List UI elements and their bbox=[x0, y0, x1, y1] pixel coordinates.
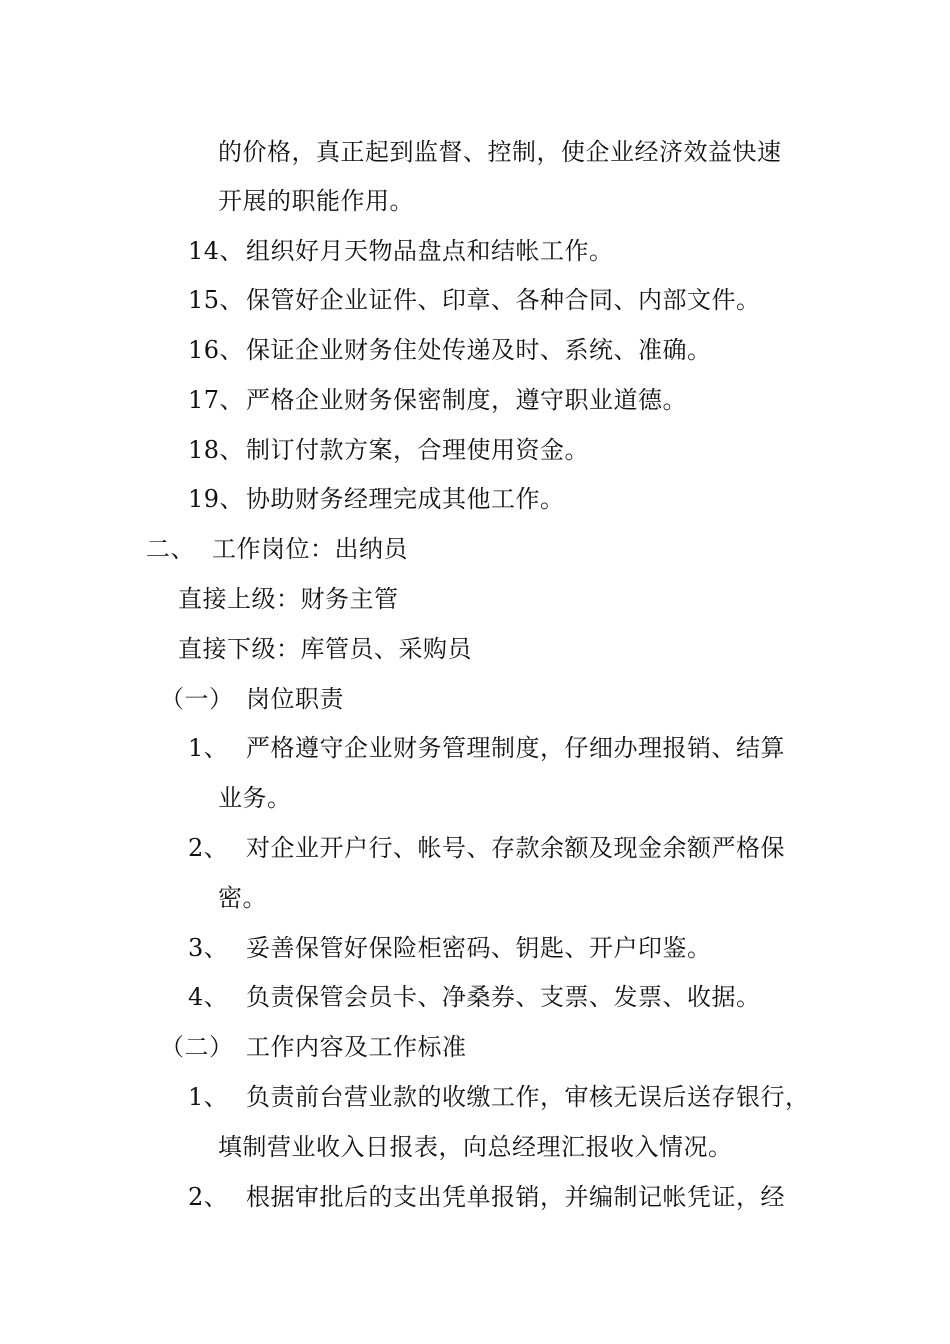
section-title: 工作岗位：出纳员 bbox=[212, 535, 408, 563]
item-text: 严格遵守企业财务管理制度，仔细办理报销、结算 bbox=[246, 734, 785, 762]
list-item bbox=[188, 335, 712, 365]
item-number: 14、 bbox=[188, 237, 245, 265]
item-number: 1、 bbox=[188, 1083, 229, 1111]
list-item bbox=[188, 833, 785, 863]
subsection-heading bbox=[160, 684, 344, 714]
line-text: 业务。 bbox=[218, 784, 292, 812]
line-text: 填制营业收入日报表，向总经理汇报收入情况。 bbox=[218, 1133, 733, 1161]
subsection-heading bbox=[160, 1032, 467, 1062]
item-text: 负责保管会员卡、净桑券、支票、发票、收据。 bbox=[246, 983, 761, 1011]
subsection-number: （二） bbox=[160, 1033, 234, 1061]
line-text: 直接下级：库管员、采购员 bbox=[178, 635, 472, 663]
list-item bbox=[188, 733, 785, 763]
list-item bbox=[188, 435, 589, 465]
item-number: 16、 bbox=[188, 336, 245, 364]
item-text: 协助财务经理完成其他工作。 bbox=[246, 485, 565, 513]
item-number: 4、 bbox=[188, 983, 229, 1011]
line-text: 开展的职能作用。 bbox=[218, 187, 414, 215]
line-text: 直接上级：财务主管 bbox=[178, 585, 399, 613]
list-item bbox=[188, 1182, 785, 1212]
item-number: 2、 bbox=[188, 1183, 229, 1211]
item-text: 对企业开户行、帐号、存款余额及现金余额严格保 bbox=[246, 834, 785, 862]
item-number: 15、 bbox=[188, 286, 245, 314]
list-item bbox=[188, 236, 614, 266]
list-item bbox=[188, 285, 761, 315]
paragraph-line bbox=[218, 137, 782, 167]
section-number: 二、 bbox=[146, 535, 195, 563]
item-number: 18、 bbox=[188, 436, 245, 464]
item-text: 制订付款方案，合理使用资金。 bbox=[246, 436, 589, 464]
item-number: 2、 bbox=[188, 834, 229, 862]
item-text: 组织好月天物品盘点和结帐工作。 bbox=[246, 237, 614, 265]
list-item bbox=[188, 982, 761, 1012]
item-text: 根据审批后的支出凭单报销，并编制记帐凭证，经 bbox=[246, 1183, 785, 1211]
list-item bbox=[188, 933, 712, 963]
item-number: 1、 bbox=[188, 734, 229, 762]
list-item bbox=[188, 385, 687, 415]
line-text: 密。 bbox=[218, 884, 267, 912]
subordinate-line bbox=[178, 634, 472, 664]
item-text: 严格企业财务保密制度，遵守职业道德。 bbox=[246, 386, 687, 414]
paragraph-line bbox=[218, 186, 414, 216]
paragraph-line bbox=[218, 883, 267, 913]
list-item bbox=[188, 484, 565, 514]
item-text: 负责前台营业款的收缴工作，审核无误后送存银行， bbox=[246, 1083, 810, 1111]
list-item bbox=[188, 1082, 810, 1112]
item-text: 保证企业财务住处传递及时、系统、准确。 bbox=[246, 336, 712, 364]
paragraph-line bbox=[218, 1132, 733, 1162]
item-text: 保管好企业证件、印章、各种合同、内部文件。 bbox=[246, 286, 761, 314]
item-number: 19、 bbox=[188, 485, 245, 513]
line-text: 的价格，真正起到监督、控制，使企业经济效益快速 bbox=[218, 138, 782, 166]
item-number: 17、 bbox=[188, 386, 245, 414]
section-heading bbox=[146, 534, 408, 564]
subsection-title: 岗位职责 bbox=[246, 685, 344, 713]
superior-line bbox=[178, 584, 399, 614]
subsection-number: （一） bbox=[160, 685, 234, 713]
paragraph-line bbox=[218, 783, 292, 813]
subsection-title: 工作内容及工作标准 bbox=[246, 1033, 467, 1061]
item-text: 妥善保管好保险柜密码、钥匙、开户印鉴。 bbox=[246, 934, 712, 962]
item-number: 3、 bbox=[188, 934, 229, 962]
